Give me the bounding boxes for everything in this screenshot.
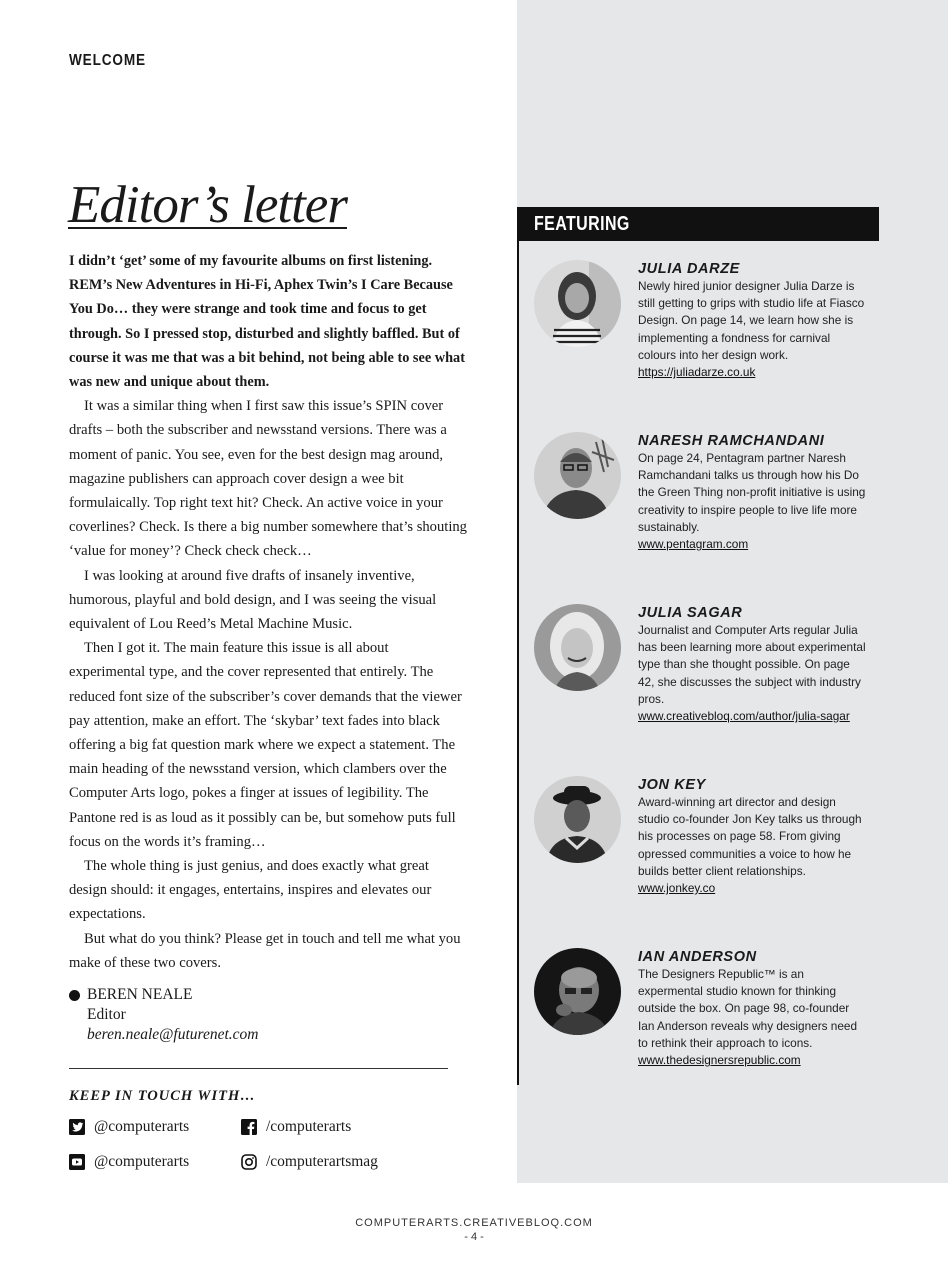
facebook-handle: /computerarts xyxy=(266,1118,352,1135)
portrait-image xyxy=(534,260,621,347)
twitter-icon xyxy=(69,1119,85,1135)
person-bio: On page 24, Pentagram partner Naresh Ramchandani talks us through how his Do the Green Thing non-profit initiative is using creativity to inspire people to live life more sustainably. xyxy=(638,451,866,534)
portrait-image xyxy=(534,776,621,863)
person-link[interactable]: https://juliadarze.co.uk xyxy=(638,365,756,380)
featuring-rule xyxy=(517,241,519,1085)
youtube-link[interactable] xyxy=(69,1153,189,1171)
facebook-link[interactable] xyxy=(241,1118,351,1136)
portrait-image xyxy=(534,604,621,691)
person-name: JULIA SAGAR xyxy=(638,605,743,621)
person-name: NARESH RAMCHANDANI xyxy=(638,433,825,449)
body-paragraph: But what do you think? Please get in touch and tell me what you make of these two covers. xyxy=(69,930,461,971)
facebook-icon xyxy=(241,1119,257,1135)
avatar xyxy=(534,432,621,519)
person-name: JULIA DARZE xyxy=(638,261,740,277)
person-details xyxy=(638,604,868,725)
person-link[interactable]: www.creativebloq.com/author/julia-sagar xyxy=(638,709,850,724)
featuring-heading-text: FEATURING xyxy=(534,213,630,235)
twitter-handle: @computerarts xyxy=(94,1118,190,1135)
footer-website[interactable]: COMPUTERARTS.CREATIVEBLOQ.COM xyxy=(355,1217,593,1229)
person-details xyxy=(638,776,868,897)
body-paragraph: It was a similar thing when I first saw this issue’s SPIN cover drafts – both the subscriber and newsstand versions. There was a moment of panic. You see, even for the best design mag around, magazine publishers can approach cover design a wee bit formulaically. Top right text hit? Check. An active voice in your coverlines? Check. Is there a big number somewhere that’s shouting ‘value for money’? Check check check… xyxy=(69,398,467,560)
person-bio: Journalist and Computer Arts regular Julia has been learning more about experimental type than she thought possible. On page 42, she discusses the subject with industry pros. xyxy=(638,623,866,706)
editor-email[interactable]: beren.neale@futurenet.com xyxy=(87,1026,259,1043)
youtube-handle: @computerarts xyxy=(94,1153,190,1170)
person-bio: Newly hired junior designer Julia Darze is still getting to grips with studio life at Fiasco Design. On page 14, we learn how she is implementing a fondness for carnival colours into her design work. xyxy=(638,279,865,362)
avatar xyxy=(534,260,621,347)
portrait-image xyxy=(534,948,621,1035)
instagram-icon xyxy=(241,1154,257,1170)
youtube-icon xyxy=(69,1154,85,1170)
page-number: - 4 - xyxy=(464,1231,484,1243)
person-link[interactable]: www.thedesignersrepublic.com xyxy=(638,1053,801,1068)
divider xyxy=(69,1068,448,1069)
person-bio: The Designers Republic™ is an expermental studio known for thinking outside the box. On page 98, co-founder Ian Anderson reveals why designers need to rethink their approach to icons. xyxy=(638,967,858,1050)
person-details xyxy=(638,432,868,553)
lead-paragraph: I didn’t ‘get’ some of my favourite albums on first listening. REM’s New Adventures in Hi-Fi, Aphex Twin’s I Care Because You Do… they were strange and took time and focus to get through. So I pressed stop, disturbed and slightly baffled. But of course it was me that was a bit behind, not being able to see what was new and unique about them. xyxy=(69,253,465,391)
body-paragraph: The whole thing is just genius, and does exactly what great design should: it engages, entertains, inspires and elevates our expectations. xyxy=(69,858,432,923)
editor-name: BEREN NEALE xyxy=(87,986,193,1003)
portrait-image xyxy=(534,432,621,519)
person-bio: Award-winning art director and design studio co-founder Jon Key talks us through his processes on page 58. From giving opressed communities a voice to how he builds better client relationships. xyxy=(638,795,862,878)
person-link[interactable]: www.jonkey.co xyxy=(638,881,716,896)
avatar xyxy=(534,948,621,1035)
person-name: JON KEY xyxy=(638,777,706,793)
instagram-handle: /computerartsmag xyxy=(266,1153,378,1170)
keep-in-touch-heading: KEEP IN TOUCH WITH… xyxy=(69,1088,256,1104)
person-link[interactable]: www.pentagram.com xyxy=(638,537,749,552)
avatar xyxy=(534,604,621,691)
body-paragraph: Then I got it. The main feature this issue is all about experimental type, and the cover represented that entirely. The reduced font size of the subscriber’s cover demands that the viewer pay attention, make an effort. The ‘skybar’ text fades into black offering a big fat question mark where we expect a statement. The main heading of the newsstand version, which clambers over the Computer Arts logo, pokes a finger at issues of legibility. The Pantone red is as loud as it possibly can be, but somehow puts full focus on the words it’s framing… xyxy=(69,640,462,850)
bullet-icon xyxy=(69,990,80,1001)
featuring-heading xyxy=(517,207,879,241)
section-label: WELCOME xyxy=(69,52,146,69)
editor-letter-body xyxy=(69,249,467,975)
signoff xyxy=(69,985,259,1045)
twitter-link[interactable] xyxy=(69,1118,189,1136)
body-paragraph: I was looking at around five drafts of insanely inventive, humorous, playful and bold design, and I was seeing the visual equivalent of Lou Reed’s Metal Machine Music. xyxy=(69,567,437,633)
person-details xyxy=(638,948,868,1069)
person-details xyxy=(638,260,868,381)
avatar xyxy=(534,776,621,863)
page-title: Editor’s letter xyxy=(68,176,347,234)
instagram-link[interactable] xyxy=(241,1153,378,1171)
editor-role: Editor xyxy=(87,1006,126,1023)
person-name: IAN ANDERSON xyxy=(638,949,757,965)
